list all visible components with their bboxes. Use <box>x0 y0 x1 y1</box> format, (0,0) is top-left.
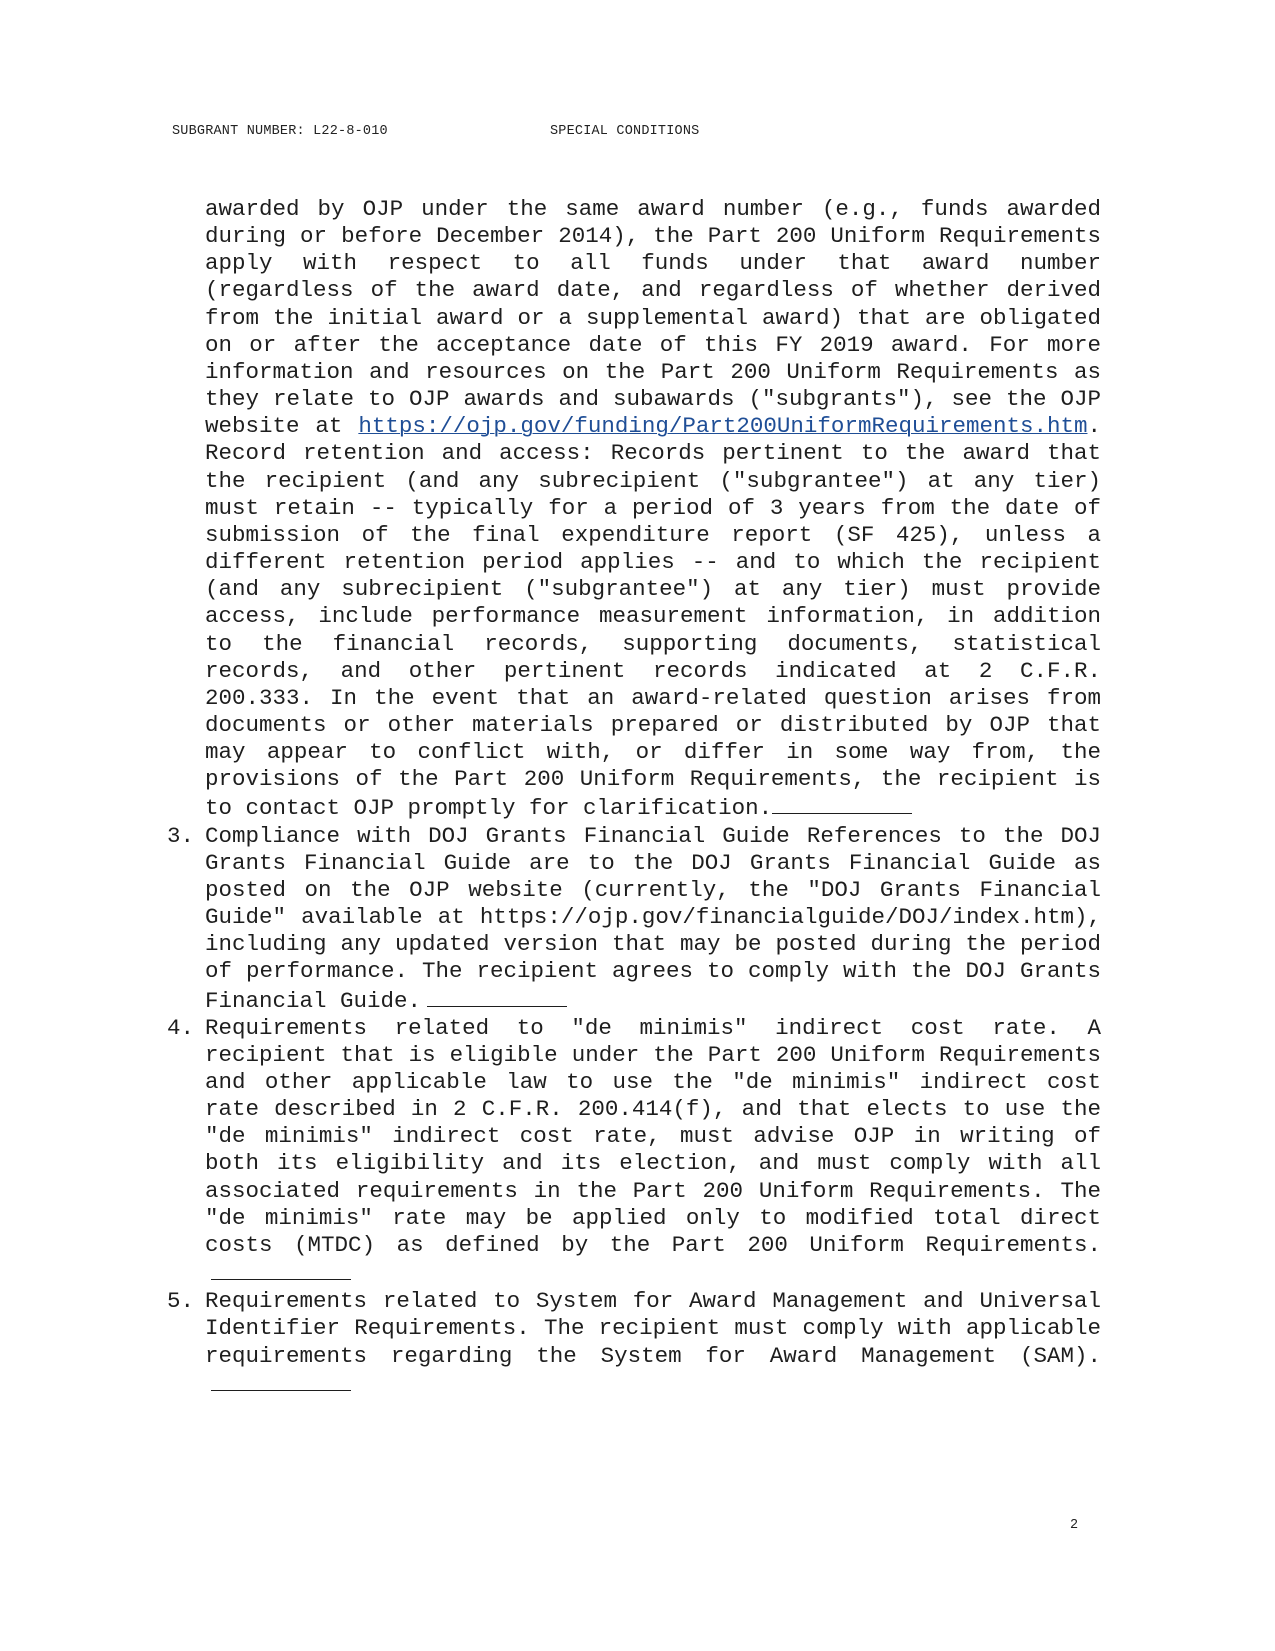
initials-blank <box>211 1370 351 1391</box>
continued-paragraph <box>205 196 1101 823</box>
conditions-body <box>167 196 1101 1399</box>
initials-blank <box>772 793 912 814</box>
conditions-list <box>167 822 1101 1399</box>
item-text: Requirements related to "de minimis" indirect cost rate. A recipient that is eligible under the Part 200 Uniform Requirements and other applicable law to use the "de minimis" indirect cost rate described in 2 C.F.R. 200.414(f), and that elects to use the "de minimis" indirect cost rate, must advise OJP in writing of both its eligibility and its election, and must comply with all associated requirements in the Part 200 Uniform Requirements. The "de minimis" rate may be applied only to modified total direct costs (MTDC) as defined by the Part 200 Uniform Requirements. <box>205 1014 1101 1258</box>
subgrant-number: SUBGRANT NUMBER: L22-8-010 <box>172 124 388 139</box>
item-number: 5. <box>167 1288 195 1315</box>
list-item <box>167 1288 1101 1399</box>
part200-link[interactable]: https://ojp.gov/funding/Part200UniformRequirements.htm <box>358 413 1088 440</box>
document-title: SPECIAL CONDITIONS <box>550 124 700 139</box>
page-header <box>172 124 700 139</box>
initials-blank <box>427 986 567 1007</box>
initials-blank <box>211 1259 351 1280</box>
page-number: 2 <box>1070 1518 1079 1533</box>
item-text: Compliance with DOJ Grants Financial Guide References to the DOJ Grants Financial Guide are to the DOJ Grants Financial Guide as posted on the OJP website (currently, the "DOJ Grants Financial Guide" available at https://ojp.gov/financialguide/DOJ/index.htm), including any updated version that may be posted during the period of performance. The recipient agrees to comply with the DOJ Grants Financial Guide. <box>205 822 1101 1014</box>
item-number: 4. <box>167 1014 195 1041</box>
list-item <box>167 822 1101 1015</box>
item-text: Requirements related to System for Award Management and Universal Identifier Requirements. The recipient must comply with applicable requirements regarding the System for Award Management (SAM). <box>205 1288 1101 1369</box>
paragraph-text-start: awarded by OJP under the same award number (e.g., funds awarded during or before December 2014), the Part 200 Uniform Requirements apply with respect to all funds under that award number (regardless of the award date, and regardless of whether derived from the initial award or a supplemental award) that are obligated on or after the acceptance date of this FY 2019 award. For more information and resources on the Part 200 Uniform Requirements as they relate to OJP awards and subawards ("subgrants"), see the OJP website at <box>205 196 1101 440</box>
list-item <box>167 1014 1101 1289</box>
paragraph-text-end: . Record retention and access: Records pertinent to the award that the recipient (and any subrecipient ("subgrantee") at any tier) must retain -- typically for a period of 3 years from the date of submission of the final expenditure report (SF 425), unless a different retention period applies -- and to which the recipient (and any subrecipient ("subgrantee") at any tier) must provide access, include performance measurement information, in addition to the financial records, supporting documents, statistical records, and other pertinent records indicated at 2 C.F.R. 200.333. In the event that an award-related question arises from documents or other materials prepared or distributed by OJP that may appear to conflict with, or differ in some way from, the provisions of the Part 200 Uniform Requirements, the recipient is to contact OJP promptly for clarification. <box>205 413 1101 822</box>
item-number: 3. <box>167 822 195 849</box>
